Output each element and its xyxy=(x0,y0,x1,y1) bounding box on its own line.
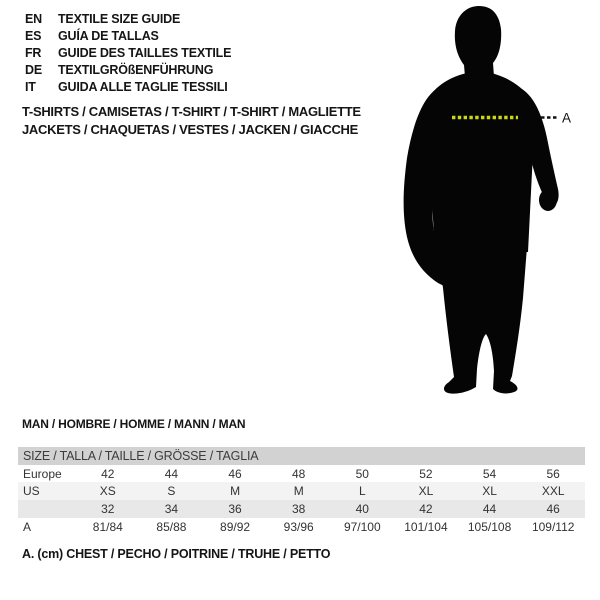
row-label: A xyxy=(18,518,76,535)
size-cell: 44 xyxy=(458,500,522,518)
row-label xyxy=(18,500,76,518)
language-code: FR xyxy=(25,46,42,60)
section-title: MAN / HOMBRE / HOMME / MANN / MAN xyxy=(22,417,246,431)
size-cell: 40 xyxy=(331,500,395,518)
size-cell: L xyxy=(331,482,395,500)
size-cell: 105/108 xyxy=(458,518,522,535)
measure-label-a: A xyxy=(562,110,572,126)
language-row-en xyxy=(25,11,231,28)
garment-line-jackets: JACKETS / CHAQUETAS / VESTES / JACKEN / GIACCHE xyxy=(22,122,358,137)
language-row-fr xyxy=(25,45,231,62)
size-cell: 93/96 xyxy=(267,518,331,535)
table-row-us xyxy=(18,482,585,500)
language-code: ES xyxy=(25,29,42,43)
size-cell: 109/112 xyxy=(521,518,585,535)
man-silhouette xyxy=(404,6,559,394)
size-cell: 85/88 xyxy=(140,518,204,535)
size-cell: 32 xyxy=(76,500,140,518)
size-cell: 97/100 xyxy=(331,518,395,535)
size-table xyxy=(18,447,585,535)
language-row-de xyxy=(25,62,231,79)
size-cell: 42 xyxy=(76,465,140,482)
size-cell: 89/92 xyxy=(203,518,267,535)
language-label: GUÍA DE TALLAS xyxy=(58,29,159,43)
size-cell: M xyxy=(203,482,267,500)
size-table-header: SIZE / TALLA / TAILLE / GRÖSSE / TAGLIA xyxy=(18,447,585,465)
size-cell: 38 xyxy=(267,500,331,518)
size-cell: 50 xyxy=(331,465,395,482)
language-list xyxy=(25,11,231,96)
size-cell: 81/84 xyxy=(76,518,140,535)
size-cell: 46 xyxy=(521,500,585,518)
table-row-numeric xyxy=(18,500,585,518)
language-code: EN xyxy=(25,12,42,26)
size-table-header-row xyxy=(18,447,585,465)
row-label: Europe xyxy=(18,465,76,482)
size-cell: S xyxy=(140,482,204,500)
man-silhouette-figure xyxy=(395,0,575,405)
size-cell: XXL xyxy=(521,482,585,500)
size-cell: 101/104 xyxy=(394,518,458,535)
table-row-europe xyxy=(18,465,585,482)
size-cell: XS xyxy=(76,482,140,500)
size-cell: 48 xyxy=(267,465,331,482)
garment-types xyxy=(22,103,361,139)
row-label: US xyxy=(18,482,76,500)
language-row-it xyxy=(25,79,231,96)
language-code: IT xyxy=(25,80,36,94)
size-cell: 54 xyxy=(458,465,522,482)
language-label: TEXTILE SIZE GUIDE xyxy=(58,12,181,26)
size-cell: 56 xyxy=(521,465,585,482)
language-row-es xyxy=(25,28,231,45)
size-cell: M xyxy=(267,482,331,500)
size-cell: 52 xyxy=(394,465,458,482)
size-cell: XL xyxy=(458,482,522,500)
language-label: GUIDE DES TAILLES TEXTILE xyxy=(58,46,232,60)
measurement-footnote: A. (cm) CHEST / PECHO / POITRINE / TRUHE / PETTO xyxy=(22,547,331,561)
language-code: DE xyxy=(25,63,42,77)
garment-line-tshirts: T-SHIRTS / CAMISETAS / T-SHIRT / T-SHIRT / MAGLIETTE xyxy=(22,104,361,119)
size-cell: 34 xyxy=(140,500,204,518)
size-cell: 36 xyxy=(203,500,267,518)
language-label: TEXTILGRÖßENFÜHRUNG xyxy=(58,63,214,77)
table-row-chest-a xyxy=(18,518,585,535)
size-cell: 42 xyxy=(394,500,458,518)
size-cell: 46 xyxy=(203,465,267,482)
size-cell: 44 xyxy=(140,465,204,482)
size-cell: XL xyxy=(394,482,458,500)
language-label: GUIDA ALLE TAGLIE TESSILI xyxy=(58,80,228,94)
